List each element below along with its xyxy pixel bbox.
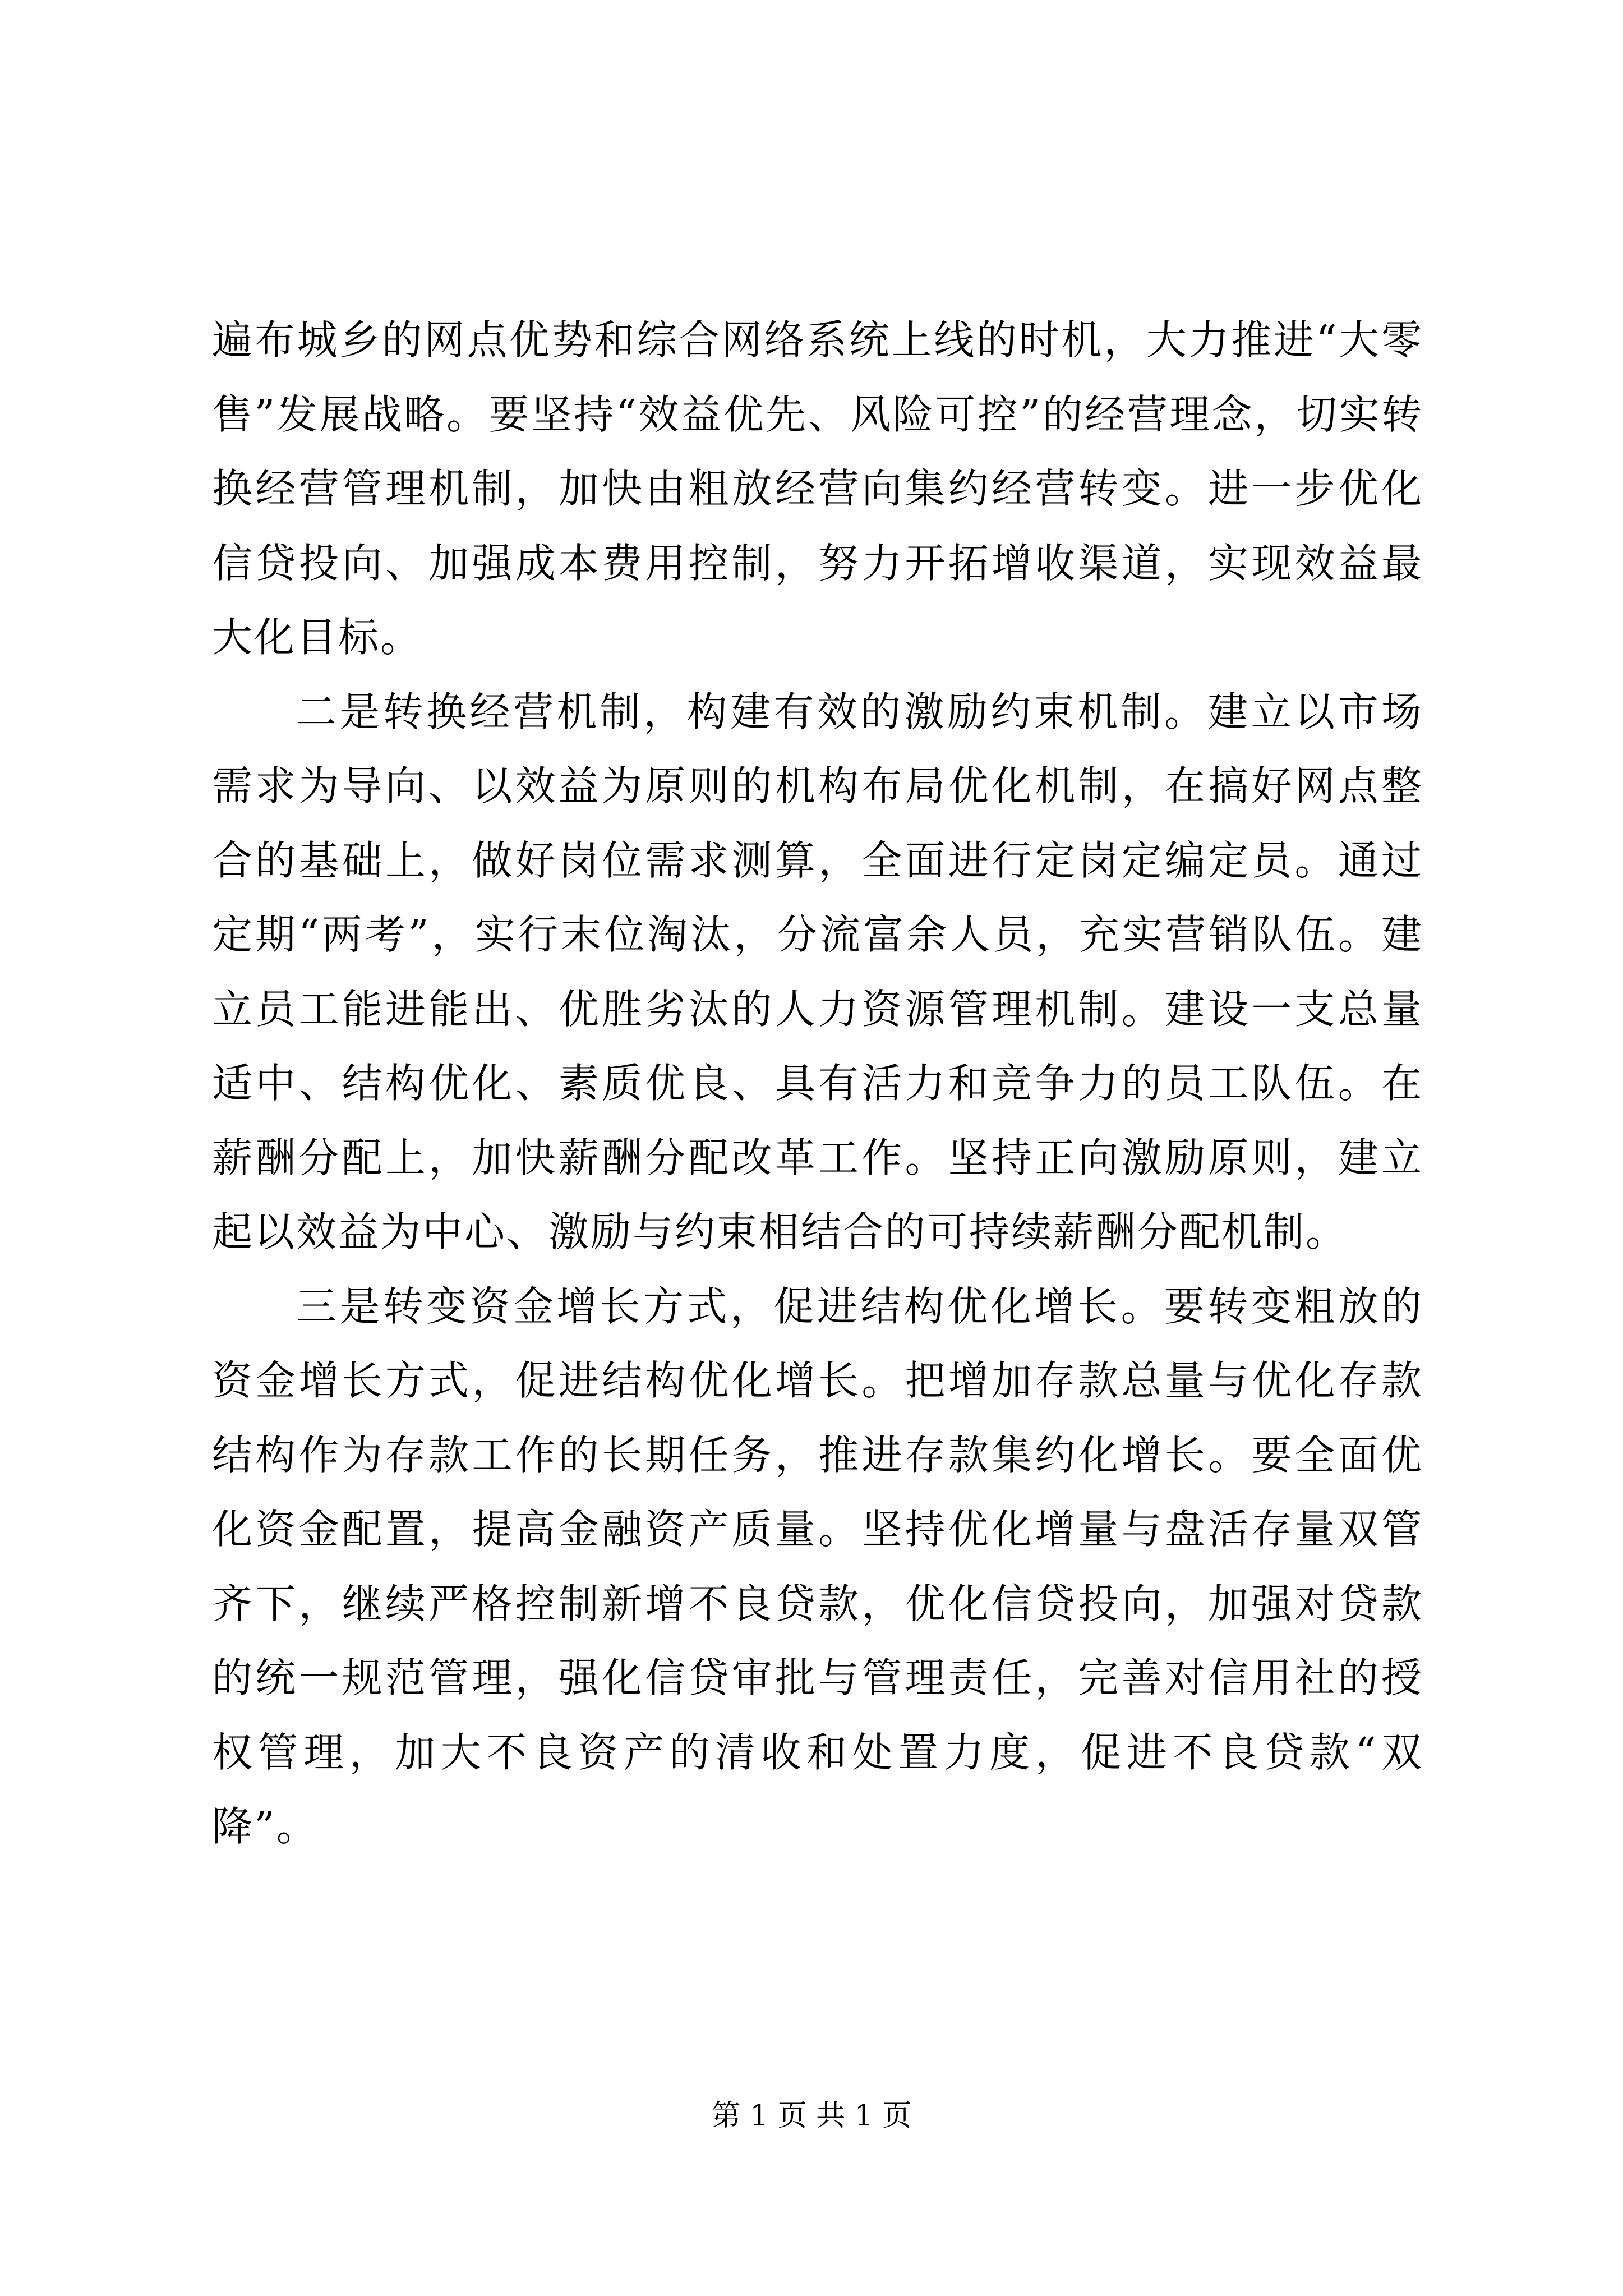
document-body xyxy=(212,303,1423,1864)
page-footer: 第 1 页 共 1 页 xyxy=(711,2099,912,2133)
paragraph-fund-growth: 三是转变资金增长方式，促进结构优化增长。要转变粗放的资金增长方式，促进结构优化增长。把增加存款总量与优化存款结构作为存款工作的长期任务，推进存款集约化增长。要全面优化资金配置，提高金融资产质量。坚持优化增量与盘活存量双管齐下，继续严格控制新增不良贷款，优化信贷投向，加强对贷款的统一规范管理，强化信贷审批与管理责任，完善对信用社的授权管理，加大不良资产的清收和处置力度，促进不良贷款“双降”。 xyxy=(212,1282,1423,1850)
paragraph-continuation: 遍布城乡的网点优势和综合网络系统上线的时机，大力推进“大零售”发展战略。要坚持“效益优先、风险可控”的经营理念，切实转换经营管理机制，加快由粗放经营向集约经营转变。进一步优化信贷投向、加强成本费用控制，努力开拓增收渠道，实现效益最大化目标。 xyxy=(212,316,1423,661)
paragraph-operating-mechanism: 二是转换经营机制，构建有效的激励约束机制。建立以市场需求为导向、以效益为原则的机构布局优化机制，在搞好网点整合的基础上，做好岗位需求测算，全面进行定岗定编定员。通过定期“两考”，实行末位淘汰，分流富余人员，充实营销队伍。建立员工能进能出、优胜劣汰的人力资源管理机制。建设一支总量适中、结构优化、素质优良、具有活力和竞争力的员工队伍。在薪酬分配上，加快薪酬分配改革工作。坚持正向激励原则，建立起以效益为中心、激励与约束相结合的可持续薪酬分配机制。 xyxy=(212,688,1423,1255)
